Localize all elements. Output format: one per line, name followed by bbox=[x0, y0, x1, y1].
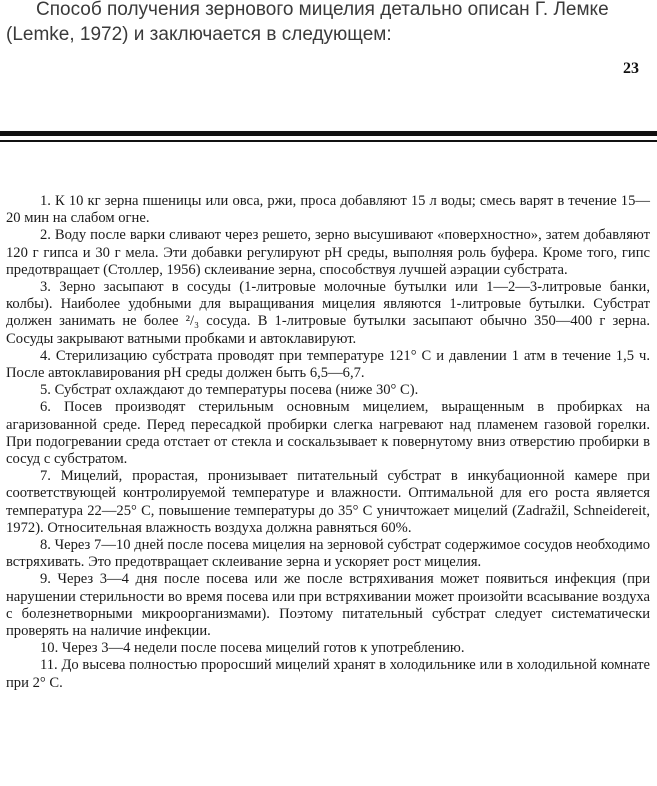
procedure-step: 3. Зерно засыпают в сосуды (1-литровые молочные бутылки или 1—2—3-литровые банки, колбы). Наиболее удобными для выращивания мицелия являются 1-литровые бутылки. Субстрат должен занимать не более ²/₃ сосуда. В 1-литровые бутылки засыпают обычно 350—400 г зерна. Сосуды закрывают ватными пробками и автоклавируют. bbox=[6, 279, 650, 347]
procedure-steps-list bbox=[6, 193, 650, 692]
procedure-step: 9. Через 3—4 дня после посева или же после встряхивания может появиться инфекция (при нарушении стерильности во время посева или при встряхивании может произойти всасывание воздуха с болезнетворными микроорганизмами). Поэтому питательный субстрат следует систематически проверять на наличие инфекции. bbox=[6, 571, 650, 640]
procedure-step: 6. Посев производят стерильным основным мицелием, выращенным в пробирках на агаризованной среде. Перед пересадкой пробирки слегка нагревают над пламенем газовой горелки. При подогревании среда отстает от стекла и соскальзывает к повернутому вниз отверстию пробирки в сосуд с субстратом. bbox=[6, 399, 650, 468]
page-divider-thin bbox=[0, 140, 657, 142]
procedure-step: 8. Через 7—10 дней после посева мицелия на зерновой субстрат содержимое сосудов необходимо встряхивать. Это предотвращает склеивание зерна и ускоряет рост мицелия. bbox=[6, 537, 650, 571]
procedure-step: 5. Субстрат охлаждают до температуры посева (ниже 30° С). bbox=[40, 382, 419, 399]
procedure-step: 7. Мицелий, прорастая, пронизывает питательный субстрат в инкубационной камере при соответствующей контролируемой температуре и влажности. Оптимальной для его роста является температура 22—25° С, повышение температуры до 35° С уничтожает мицелий (Zadražil, Schneidereit, 1972). Относительная влажность воздуха должна равняться 60%. bbox=[6, 468, 650, 536]
procedure-step: 2. Воду после варки сливают через решето, зерно высушивают «поверхностно», затем добавляют 120 г гипса и 30 г мела. Эти добавки регулируют рН среды, выполняя роль буфера. Кроме того, гипс предотвращает (Столлер, 1956) склеивание зерна, способствуя лучшей аэрации субстрата. bbox=[6, 227, 650, 278]
page-number: 23 bbox=[623, 60, 639, 77]
page-divider-thick bbox=[0, 131, 657, 136]
procedure-step: 10. Через 3—4 недели после посева мицелий готов к употреблению. bbox=[40, 640, 465, 657]
procedure-step: 1. К 10 кг зерна пшеницы или овса, ржи, проса добавляют 15 л воды; смесь варят в течение 15—20 мин на слабом огне. bbox=[6, 193, 650, 227]
procedure-step: 4. Стерилизацию субстрата проводят при температуре 121° С и давлении 1 атм в течение 1,5 ч. После автоклавирования рН среды должен быть 6,5—6,7. bbox=[6, 347, 650, 382]
procedure-step: 11. До высева полностью проросший мицелий хранят в холодильнике или в холодильной комнате при 2° С. bbox=[6, 657, 650, 691]
intro-paragraph: Способ получения зернового мицелия детально описан Г. Лемке (Lemke, 1972) и заключается в следующем: bbox=[6, 0, 609, 45]
